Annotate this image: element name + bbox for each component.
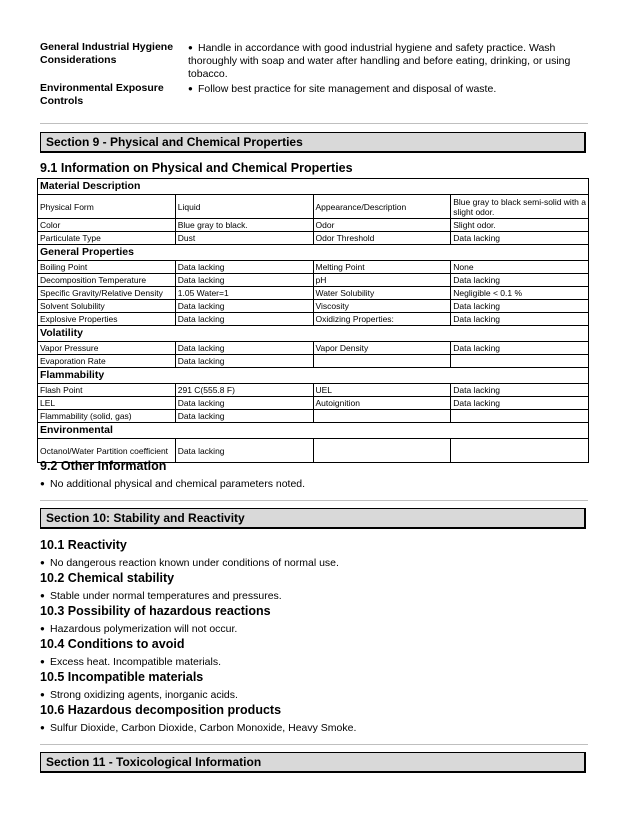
table-row [38, 355, 589, 368]
table-row [38, 313, 589, 326]
property-value-cell: 1.05 Water=1 [175, 287, 313, 300]
subsection-9-1-title: 9.1 Information on Physical and Chemical Properties [40, 161, 353, 175]
subsection-10-1-title: 10.1 Reactivity [40, 538, 127, 552]
property-name-cell: Explosive Properties [38, 313, 176, 326]
properties-table [37, 178, 589, 463]
section-10-header: Section 10: Stability and Reactivity [40, 508, 586, 529]
property-name-cell: Octanol/Water Partition coefficient [38, 439, 176, 463]
table-row [38, 195, 589, 219]
bullet-icon: ● [188, 43, 193, 52]
property-name-cell: Flammability (solid, gas) [38, 410, 176, 423]
property-value-cell: Data lacking [451, 384, 589, 397]
table-row [38, 410, 589, 423]
property-name-cell: Color [38, 219, 176, 232]
property-value-cell: Blue gray to black semi-solid with a slight odor. [451, 195, 589, 219]
bullet-icon: ● [188, 84, 193, 93]
subsection-10-5-title: 10.5 Incompatible materials [40, 670, 204, 684]
decomposition-products-text: ● Sulfur Dioxide, Carbon Dioxide, Carbon Monoxide, Heavy Smoke. [40, 722, 357, 734]
subsection-10-2-title: 10.2 Chemical stability [40, 571, 175, 585]
env-exposure-label: Environmental Exposure Controls [40, 82, 164, 107]
property-value-cell: Data lacking [451, 342, 589, 355]
group-flammability: Flammability [38, 368, 589, 384]
bullet-icon: ● [40, 723, 45, 732]
property-name-cell: Evaporation Rate [38, 355, 176, 368]
property-value-cell: Data lacking [175, 355, 313, 368]
property-value-cell: Data lacking [451, 274, 589, 287]
table-row [38, 342, 589, 355]
table-row [38, 219, 589, 232]
property-name-cell: Oxidizing Properties: [313, 313, 451, 326]
property-name-cell: Autoignition [313, 397, 451, 410]
bullet-icon: ● [40, 479, 45, 488]
group-volatility: Volatility [38, 326, 589, 342]
reactivity-text: ● No dangerous reaction known under conditions of normal use. [40, 557, 339, 569]
env-exposure-text: ● Follow best practice for site management and disposal of waste. [188, 83, 497, 95]
bullet-icon: ● [40, 657, 45, 666]
hygiene-text: ● Handle in accordance with good industrial hygiene and safety practice. Wash thoroughly with soap and water after handling and before eating, drinking, or using tobacco. [188, 42, 571, 80]
property-value-cell: Data lacking [175, 342, 313, 355]
property-name-cell: UEL [313, 384, 451, 397]
table-row [38, 397, 589, 410]
property-name-cell: Physical Form [38, 195, 176, 219]
property-name-cell: LEL [38, 397, 176, 410]
property-name-cell: Solvent Solubility [38, 300, 176, 313]
property-value-cell: Liquid [175, 195, 313, 219]
property-name-cell [313, 439, 451, 463]
incompatible-materials-text: ● Strong oxidizing agents, inorganic acids. [40, 689, 238, 701]
property-name-cell: Decomposition Temperature [38, 274, 176, 287]
property-name-cell: Vapor Pressure [38, 342, 176, 355]
bullet-icon: ● [40, 591, 45, 600]
table-row [38, 300, 589, 313]
hygiene-label: General Industrial Hygiene Considerations [40, 41, 174, 66]
property-name-cell: Water Solubility [313, 287, 451, 300]
chemical-stability-text: ● Stable under normal temperatures and pressures. [40, 590, 282, 602]
property-value-cell [451, 439, 589, 463]
table-row [38, 232, 589, 245]
property-name-cell [313, 355, 451, 368]
property-name-cell: Appearance/Description [313, 195, 451, 219]
property-name-cell: Viscosity [313, 300, 451, 313]
bullet-icon: ● [40, 624, 45, 633]
table-row [38, 274, 589, 287]
property-value-cell [451, 355, 589, 368]
property-name-cell: Odor Threshold [313, 232, 451, 245]
property-value-cell: Dust [175, 232, 313, 245]
property-name-cell: Particulate Type [38, 232, 176, 245]
property-value-cell: Blue gray to black. [175, 219, 313, 232]
conditions-avoid-text: ● Excess heat. Incompatible materials. [40, 656, 221, 668]
property-value-cell: 291 C(555.8 F) [175, 384, 313, 397]
property-name-cell: Odor [313, 219, 451, 232]
property-value-cell: Slight odor. [451, 219, 589, 232]
subsection-9-2-title: 9.2 Other Information [40, 459, 167, 473]
table-row [38, 287, 589, 300]
table-row [38, 261, 589, 274]
property-value-cell: Data lacking [451, 313, 589, 326]
bullet-icon: ● [40, 690, 45, 699]
property-name-cell: Flash Point [38, 384, 176, 397]
section-11-header: Section 11 - Toxicological Information [40, 752, 586, 773]
property-value-cell: Data lacking [175, 274, 313, 287]
subsection-10-4-title: 10.4 Conditions to avoid [40, 637, 185, 651]
other-info-text: ● No additional physical and chemical parameters noted. [40, 478, 306, 490]
subsection-10-6-title: 10.6 Hazardous decomposition products [40, 703, 282, 717]
property-value-cell: Data lacking [175, 410, 313, 423]
table-row [38, 384, 589, 397]
group-material: Material Description [38, 179, 589, 195]
property-name-cell: Specific Gravity/Relative Density [38, 287, 176, 300]
group-environmental: Environmental [38, 423, 589, 439]
property-value-cell: Data lacking [175, 300, 313, 313]
property-value-cell: Data lacking [175, 397, 313, 410]
property-name-cell: pH [313, 274, 451, 287]
property-value-cell: Data lacking [451, 232, 589, 245]
property-value-cell: Data lacking [451, 397, 589, 410]
hazardous-reactions-text: ● Hazardous polymerization will not occur. [40, 623, 238, 635]
divider [40, 500, 588, 501]
property-name-cell: Boiling Point [38, 261, 176, 274]
bullet-icon: ● [40, 558, 45, 567]
property-name-cell: Vapor Density [313, 342, 451, 355]
divider [40, 123, 588, 124]
subsection-10-3-title: 10.3 Possibility of hazardous reactions [40, 604, 271, 618]
property-value-cell: Data lacking [451, 300, 589, 313]
property-value-cell: Negligible < 0.1 % [451, 287, 589, 300]
property-name-cell: Melting Point [313, 261, 451, 274]
property-value-cell: Data lacking [175, 439, 313, 463]
property-value-cell: None [451, 261, 589, 274]
property-value-cell [451, 410, 589, 423]
group-general: General Properties [38, 245, 589, 261]
property-name-cell [313, 410, 451, 423]
property-value-cell: Data lacking [175, 261, 313, 274]
property-value-cell: Data lacking [175, 313, 313, 326]
section-9-header: Section 9 - Physical and Chemical Properties [40, 132, 586, 153]
divider [40, 744, 588, 745]
